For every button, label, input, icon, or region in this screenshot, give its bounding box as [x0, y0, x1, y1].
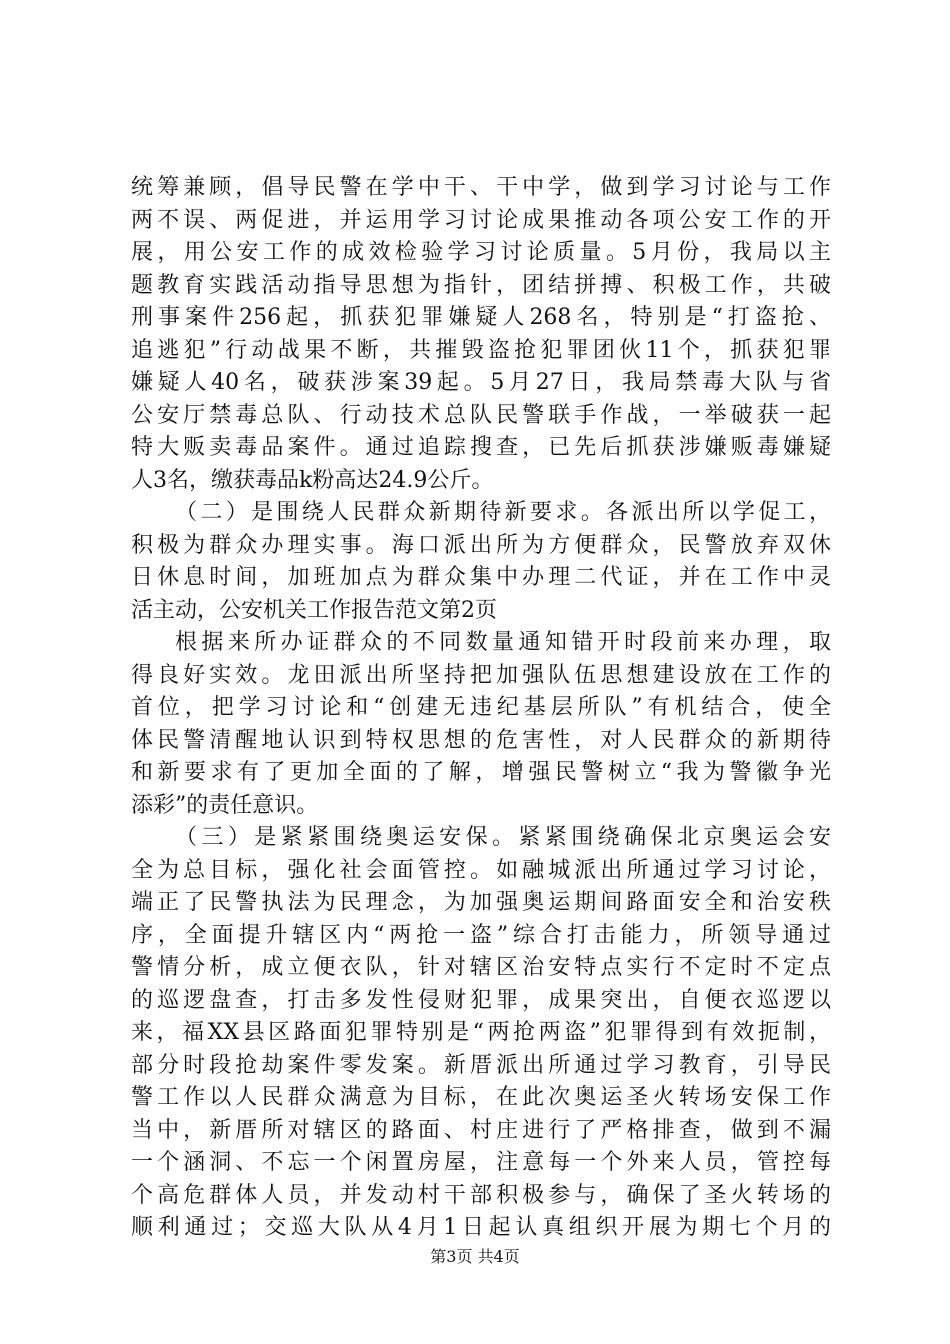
text-line: 警情分析，成立便衣队，针对辖区治安特点实行不定时不定点: [131, 955, 831, 980]
text-line: 日休息时间，加班加点为群众集中办理二代证，并在工作中灵: [131, 565, 831, 590]
text-line: （三）是紧紧围绕奥运安保。紧紧围绕确保北京奥运会安: [175, 825, 831, 850]
page-footer: [0, 1247, 950, 1267]
text-line: 添彩”的责任意识。: [131, 792, 319, 818]
body-text: [131, 172, 831, 1245]
text-line: 来，福XX县区路面犯罪特别是“两抢两盗”犯罪得到有效扼制，: [131, 1020, 831, 1045]
text-line: 根据来所办证群众的不同数量通知错开时段前来办理，取: [175, 630, 831, 655]
text-line: 积极为群众办理实事。海口派出所为方便群众，民警放弃双休: [131, 532, 831, 558]
text-line: 公安厅禁毒总队、行动技术总队民警联手作战，一举破获一起: [131, 402, 831, 428]
text-line: 全为总目标，强化社会面管控。如融城派出所通过学习讨论，: [131, 857, 831, 883]
text-line: 嫌疑人40名，破获涉案39起。5月27日，我局禁毒大队与省: [131, 370, 831, 395]
text-line: 个高危群体人员，并发动村干部积极参与，确保了圣火转场的: [131, 1182, 831, 1208]
text-line: 统筹兼顾，倡导民警在学中干、干中学，做到学习讨论与工作: [131, 175, 831, 200]
text-line: 部分时段抢劫案件零发案。新厝派出所通过学习教育，引导民: [131, 1052, 831, 1078]
text-line: （二）是围绕人民群众新期待新要求。各派出所以学促工，: [175, 500, 831, 525]
page-number-label: 第3页 共4页: [430, 1247, 520, 1266]
text-line: 序，全面提升辖区内“两抢一盗”综合打击能力，所领导通过: [131, 922, 831, 948]
text-line: 顺利通过；交巡大队从4月1日起认真组织开展为期七个月的: [131, 1215, 831, 1240]
text-line: 和新要求有了更加全面的了解，增强民警树立“我为警徽争光: [131, 760, 831, 785]
text-line: 当中，新厝所对辖区的路面、村庄进行了严格排查，做到不漏: [131, 1117, 831, 1143]
text-line: 的巡逻盘查，打击多发性侵财犯罪，成果突出，自便衣巡逻以: [131, 987, 831, 1013]
text-line: 刑事案件256起，抓获犯罪嫌疑人268名，特别是“打盗抢、: [131, 305, 831, 330]
text-line: 首位，把学习讨论和“创建无违纪基层所队”有机结合，使全: [131, 695, 831, 720]
text-line: 题教育实践活动指导思想为指针，团结拼搏、积极工作，共破: [131, 272, 831, 298]
text-line: 端正了民警执法为民理念，为加强奥运期间路面安全和治安秩: [131, 890, 831, 915]
text-line: 体民警清醒地认识到特权思想的危害性，对人民群众的新期待: [131, 727, 831, 753]
text-line: 展，用公安工作的成效检验学习讨论质量。5月份，我局以主: [131, 240, 831, 265]
text-line: 一个涵洞、不忘一个闲置房屋，注意每一个外来人员，管控每: [131, 1150, 831, 1175]
text-line: 活主动，公安机关工作报告范文第2页: [131, 597, 497, 623]
text-line: 人3名，缴获毒品k粉高达24.9公斤。: [131, 467, 494, 493]
text-line: 追逃犯”行动战果不断，共摧毁盗抢犯罪团伙11个，抓获犯罪: [131, 337, 831, 363]
text-line: 特大贩卖毒品案件。通过追踪搜查，已先后抓获涉嫌贩毒嫌疑: [131, 435, 831, 460]
text-line: 警工作以人民群众满意为目标，在此次奥运圣火转场安保工作: [131, 1085, 831, 1110]
text-line: 两不误、两促进，并运用学习讨论成果推动各项公安工作的开: [131, 207, 831, 233]
text-line: 得良好实效。龙田派出所坚持把加强队伍思想建设放在工作的: [131, 662, 831, 688]
